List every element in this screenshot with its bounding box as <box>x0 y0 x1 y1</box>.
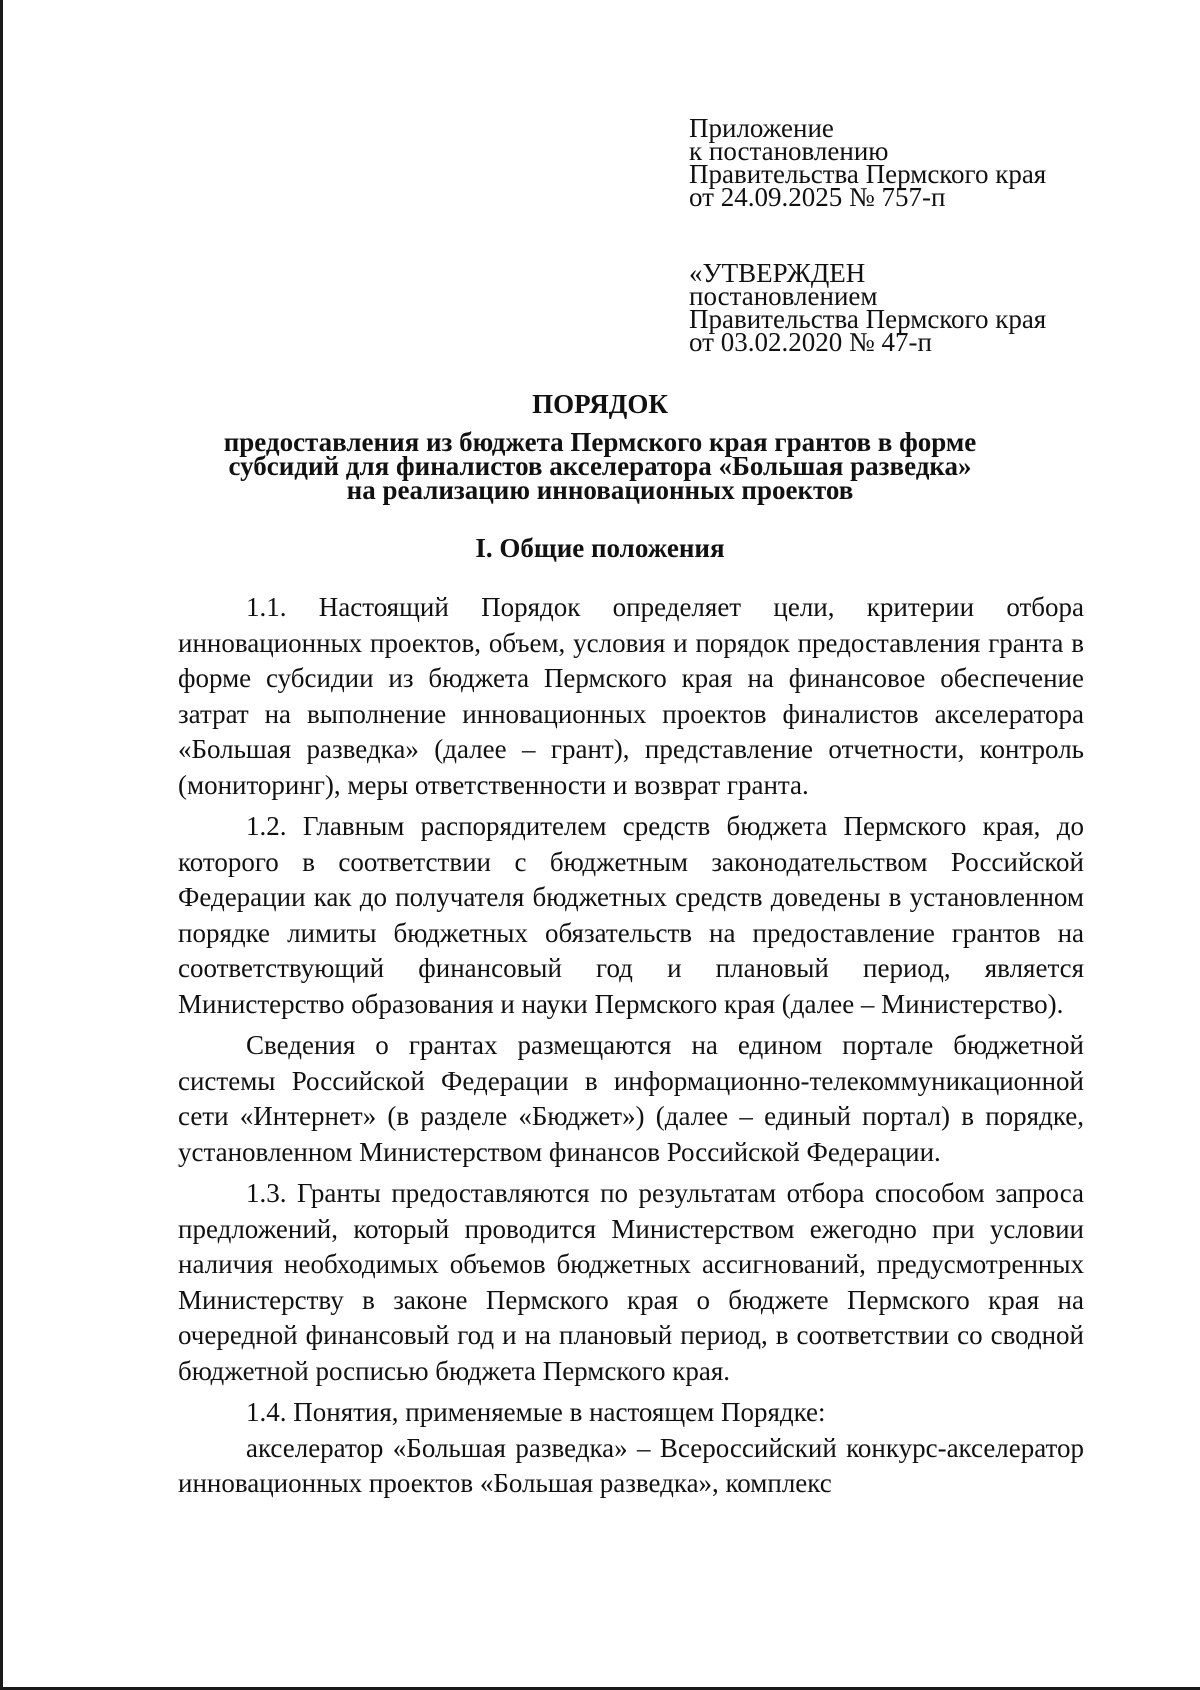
approved-line: «УТВЕРЖДЕН <box>689 258 866 288</box>
subtitle-line: субсидий для финалистов акселератора «Большая разведка» <box>228 451 972 481</box>
subtitle-line: на реализацию инновационных проектов <box>346 475 854 505</box>
document-subtitle <box>0 427 1200 505</box>
section-body <box>178 590 1084 1502</box>
paragraph-1-1: 1.1. Настоящий Порядок определяет цели, критерии отбора инновационных проектов, объем, условия и порядок предоставления гранта в форме субсидии из бюджета Пермского края на финансовое обеспечение затрат на выполнение инновационных проектов финалистов акселератора «Большая разведка» (далее – грант), представление отчетности, контроль (мониторинг), меры ответственности и возврат гранта. <box>178 592 1084 800</box>
paragraph-1-3: 1.3. Гранты предоставляются по результатам отбора способом запроса предложений, который проводится Министерством ежегодно при условии наличия необходимых объемов бюджетных ассигнований, предусмотренных Министерству в законе Пермского края о бюджете Пермского края на очередной финансовый год и на плановый период, в соответствии со сводной бюджетной росписью бюджета Пермского края. <box>178 1178 1084 1386</box>
scan-edge-left <box>0 0 3 1690</box>
approved-header-block <box>689 258 1169 357</box>
section-heading: I. Общие положения <box>475 533 725 563</box>
paragraph-grants-info: Сведения о грантах размещаются на едином портале бюджетной системы Российской Федерации в информационно-телекоммуникационной сети «Интернет» (в разделе «Бюджет») (далее – единый портал) в порядке, установленном Министерством финансов Российской Федерации. <box>178 1030 1084 1167</box>
approved-line: от 03.02.2020 № 47-п <box>689 327 932 357</box>
paragraph-1-4: 1.4. Понятия, применяемые в настоящем Порядке: <box>246 1397 826 1427</box>
approved-line: Правительства Пермского края <box>689 304 1047 334</box>
approved-line: постановлением <box>689 281 878 311</box>
subtitle-line: предоставления из бюджета Пермского края грантов в форме <box>223 427 977 457</box>
paragraph-accelerator-definition: акселератор «Большая разведка» – Всероссийский конкурс-акселератор инновационных проектов «Большая разведка», комплекс <box>178 1432 1084 1498</box>
appendix-line: к постановлению <box>689 136 889 166</box>
appendix-line: от 24.09.2025 № 757-п <box>689 182 946 212</box>
paragraph-1-2: 1.2. Главным распорядителем средств бюджета Пермского края, до которого в соответствии с бюджетным законодательством Российской Федерации как до получателя бюджетных средств доведены в установленном порядке лимиты бюджетных обязательств на предоставление грантов на соответствующий финансовый год и плановый период, является Министерство образования и науки Пермского края (далее – Министерство). <box>178 811 1084 1019</box>
appendix-line: Правительства Пермского края <box>689 159 1047 189</box>
appendix-header-block <box>689 113 1169 212</box>
appendix-line: Приложение <box>689 113 834 143</box>
document-title: ПОРЯДОК <box>532 389 668 419</box>
